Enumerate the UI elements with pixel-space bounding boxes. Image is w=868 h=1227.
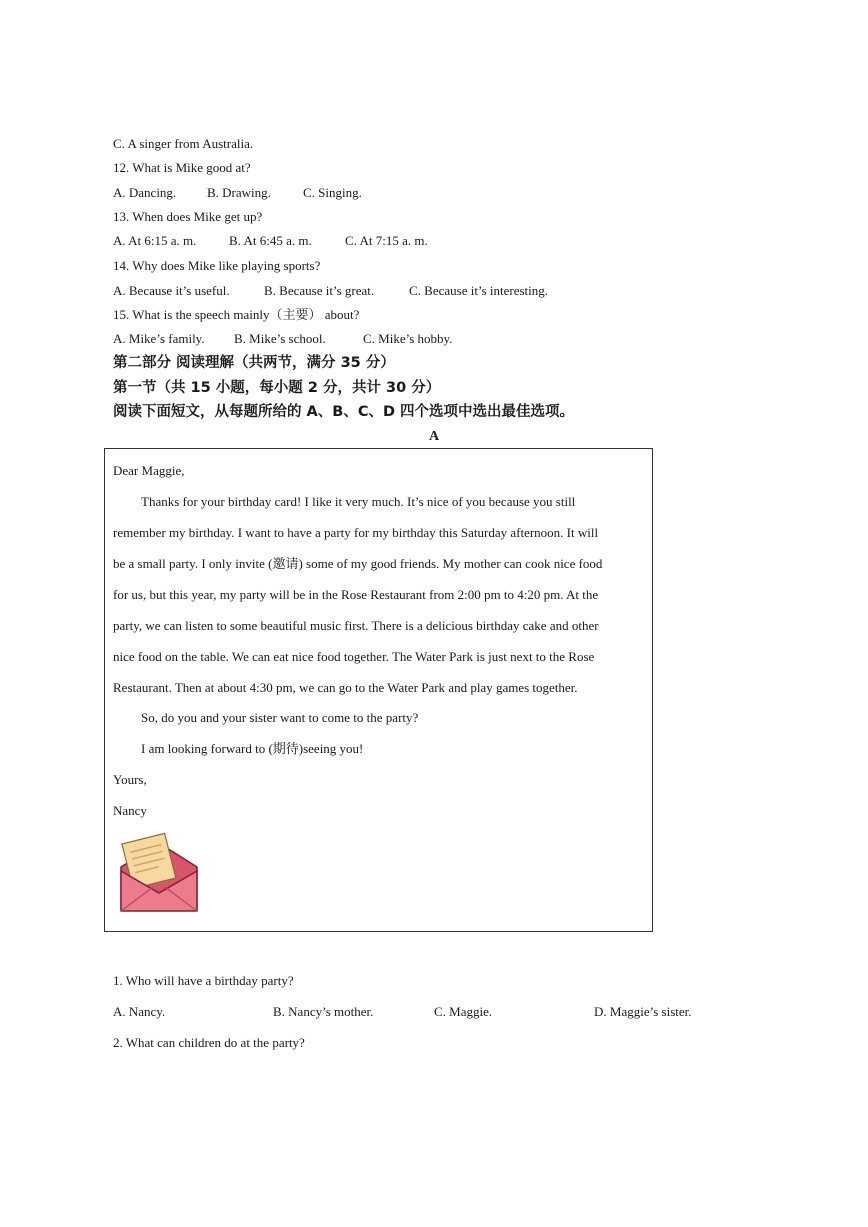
letter-salutation: Dear Maggie, [113,463,185,478]
q11-option-c: C. A singer from Australia. [113,136,254,151]
letter-line: Restaurant. Then at about 4:30 pm, we can go to the Water Park and play games together. [113,680,578,695]
letter-line: nice food on the table. We can eat nice food together. The Water Park is just next to the Rose [113,649,595,664]
q1-option-d: D. Maggie’s sister. [594,1004,692,1019]
q13-option-b: B. At 6:45 a. m. [229,233,312,248]
sub-title: 第一节（共 15 小题，每小题 2 分，共计 30 分） [113,380,441,396]
q13-question: 13. When does Mike get up? [113,209,263,224]
q14-question: 14. Why does Mike like playing sports? [113,258,321,273]
q1-options [113,1004,733,1020]
q15-options [113,331,513,347]
letter-passage-box [104,448,653,932]
envelope-icon [113,831,205,924]
part-title: 第二部分 阅读理解（共两节，满分 35 分） [113,355,395,371]
letter-line: be a small party. I only invite (邀请) some of my good friends. My mother can cook nice food [113,556,603,571]
q12-question: 12. What is Mike good at? [113,160,251,175]
q12-option-b: B. Drawing. [207,185,271,200]
q15-question: 15. What is the speech mainly（主要） about? [113,307,360,322]
q15-option-c: C. Mike’s hobby. [363,331,453,346]
q14-option-a: A. Because it’s useful. [113,283,230,298]
letter-line: party, we can listen to some beautiful music first. There is a delicious birthday cake and other [113,618,599,633]
letter-signature: Nancy [113,803,147,818]
letter-sign-off: Yours, [113,772,147,787]
q12-option-c: C. Singing. [303,185,362,200]
instruction: 阅读下面短文，从每题所给的 A、B、C、D 四个选项中选出最佳选项。 [113,404,575,420]
q13-options [113,233,513,249]
q1-option-c: C. Maggie. [434,1004,493,1019]
q14-option-c: C. Because it’s interesting. [409,283,549,298]
q14-options [113,283,613,299]
q14-option-b: B. Because it’s great. [264,283,375,298]
q1-question: 1. Who will have a birthday party? [113,973,294,988]
q12-options [113,185,513,201]
letter-closing-line: I am looking forward to (期待)seeing you! [141,741,364,756]
q1-option-b: B. Nancy’s mother. [273,1004,374,1019]
q15-option-b: B. Mike’s school. [234,331,326,346]
q1-option-a: A. Nancy. [113,1004,166,1019]
letter-line: Thanks for your birthday card! I like it very much. It’s nice of you because you still [141,494,576,509]
q2-question: 2. What can children do at the party? [113,1035,305,1050]
q13-option-a: A. At 6:15 a. m. [113,233,197,248]
letter-question-line: So, do you and your sister want to come to the party? [141,710,419,725]
passage-label: A [428,429,440,444]
letter-line: remember my birthday. I want to have a party for my birthday this Saturday afternoon. It will [113,525,599,540]
q15-option-a: A. Mike’s family. [113,331,205,346]
letter-line: for us, but this year, my party will be in the Rose Restaurant from 2:00 pm to 4:20 pm. At the [113,587,599,602]
q12-option-a: A. Dancing. [113,185,177,200]
q13-option-c: C. At 7:15 a. m. [345,233,428,248]
